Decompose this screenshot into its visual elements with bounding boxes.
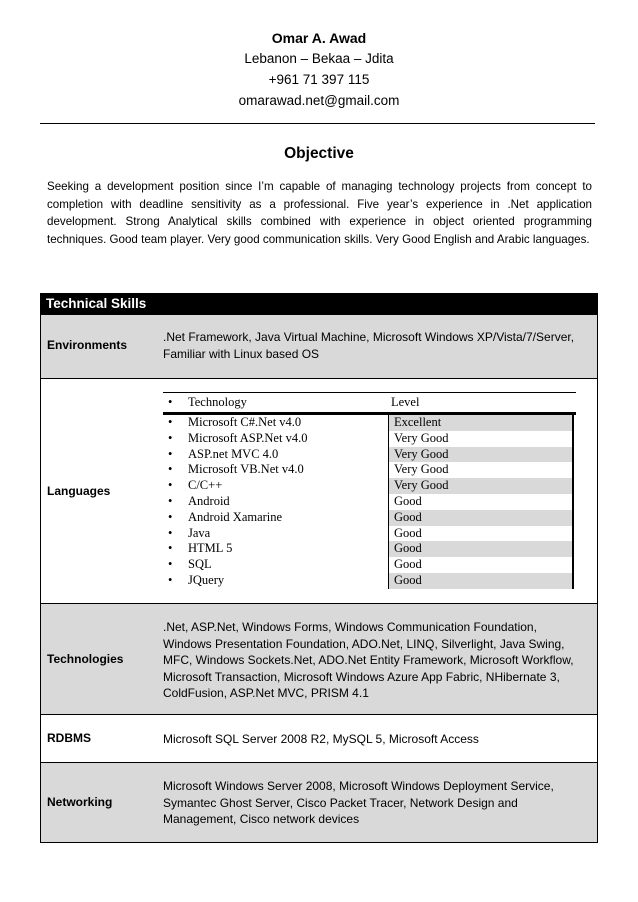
environments-label: Environments [47,338,128,352]
rdbms-value: Microsoft SQL Server 2008 R2, MySQL 5, Microsoft Access [163,732,479,746]
candidate-name: Omar A. Awad [271,30,367,46]
language-name: C/C++ [188,478,223,493]
language-level: Very Good [388,478,574,494]
bullet-icon: • [168,493,173,508]
candidate-email: omarawad.net@gmail.com [238,93,400,108]
language-level: Good [388,510,574,526]
language-name: SQL [188,557,212,572]
technical-skills-table [40,293,598,843]
header-divider [40,123,595,124]
level-column-header: Level [391,395,420,409]
language-level: Very Good [388,462,574,478]
bullet-icon: • [168,446,173,461]
language-level: Very Good [388,447,574,463]
bullet-icon: • [168,541,173,556]
language-row [163,526,576,542]
rdbms-row [41,714,597,762]
language-name: Microsoft C#.Net v4.0 [188,415,302,429]
technologies-row [41,603,597,714]
languages-label: Languages [47,484,111,498]
technologies-label: Technologies [47,652,124,666]
networking-value: Microsoft Windows Server 2008, Microsoft Windows Deployment Service, Symantec Ghost Server, Cisco Packet Tracer, Network Design and Management, Cisco network devices [163,779,554,826]
language-row [163,447,576,463]
language-name: Microsoft VB.Net v4.0 [188,462,304,477]
candidate-phone: +961 71 397 115 [268,72,370,87]
bullet-icon: • [168,525,173,540]
bullet-icon: • [168,572,173,587]
language-row [163,541,576,557]
language-name: JQuery [188,572,225,587]
language-level: Good [388,494,574,510]
language-row [163,557,576,573]
language-level: Very Good [388,431,574,447]
networking-label: Networking [47,795,113,809]
language-row [163,573,576,589]
bullet-icon: • [168,557,173,572]
bullet-icon: • [168,415,173,429]
technology-column-header: Technology [188,395,247,409]
languages-list [163,415,576,589]
language-row [163,431,576,447]
objective-title: Objective [284,145,354,162]
technical-skills-title: Technical Skills [41,294,597,314]
bullet-icon: • [168,478,173,493]
candidate-location: Lebanon – Bekaa – Jdita [244,51,394,66]
language-name: Microsoft ASP.Net v4.0 [188,430,308,445]
language-level: Good [388,526,574,542]
language-level: Good [388,573,574,589]
language-level: Good [388,557,574,573]
language-row [163,415,576,431]
languages-row [41,378,597,603]
language-row [163,494,576,510]
bullet-icon: • [168,395,173,409]
rdbms-label: RDBMS [47,731,91,745]
networking-row [41,762,597,842]
bullet-icon: • [168,430,173,445]
languages-table-header [163,392,576,415]
language-name: HTML 5 [188,541,233,556]
bullet-icon: • [168,509,173,524]
technologies-value: .Net, ASP.Net, Windows Forms, Windows Communication Foundation, Windows Presentation Foundation, ADO.Net, LINQ, Silverlight, Java Swing, MFC, Windows Sockets.Net, ADO.Net Entity Framework, Microsoft Workflow, Microsoft Transaction, Microsoft Windows Azure App Fabric, NHibernate 3, ColdFusion, ASP.Net MVC, PRISM 4.1 [163,620,574,700]
bullet-icon: • [168,462,173,477]
language-name: Android [188,493,230,508]
language-level: Good [388,541,574,557]
language-name: Java [188,525,211,540]
language-name: ASP.net MVC 4.0 [188,446,279,461]
language-name: Android Xamarine [188,509,283,524]
language-level: Excellent [388,415,574,431]
language-row [163,510,576,526]
environments-row [41,314,597,378]
environments-value: .Net Framework, Java Virtual Machine, Microsoft Windows XP/Vista/7/Server, Familiar with Linux based OS [163,330,575,361]
language-row [163,462,576,478]
language-row [163,478,576,494]
languages-table [163,392,576,589]
objective-text: Seeking a development position since I’m capable of managing technology projects from concept to completion with deadline sensitivity as a professional. Five year’s experience in .Net application development. Strong Analytical skills combined with experience in object oriented programming techniques. Good team player. Very good communication skills. Very Good English and Arabic languages. [47,180,592,246]
